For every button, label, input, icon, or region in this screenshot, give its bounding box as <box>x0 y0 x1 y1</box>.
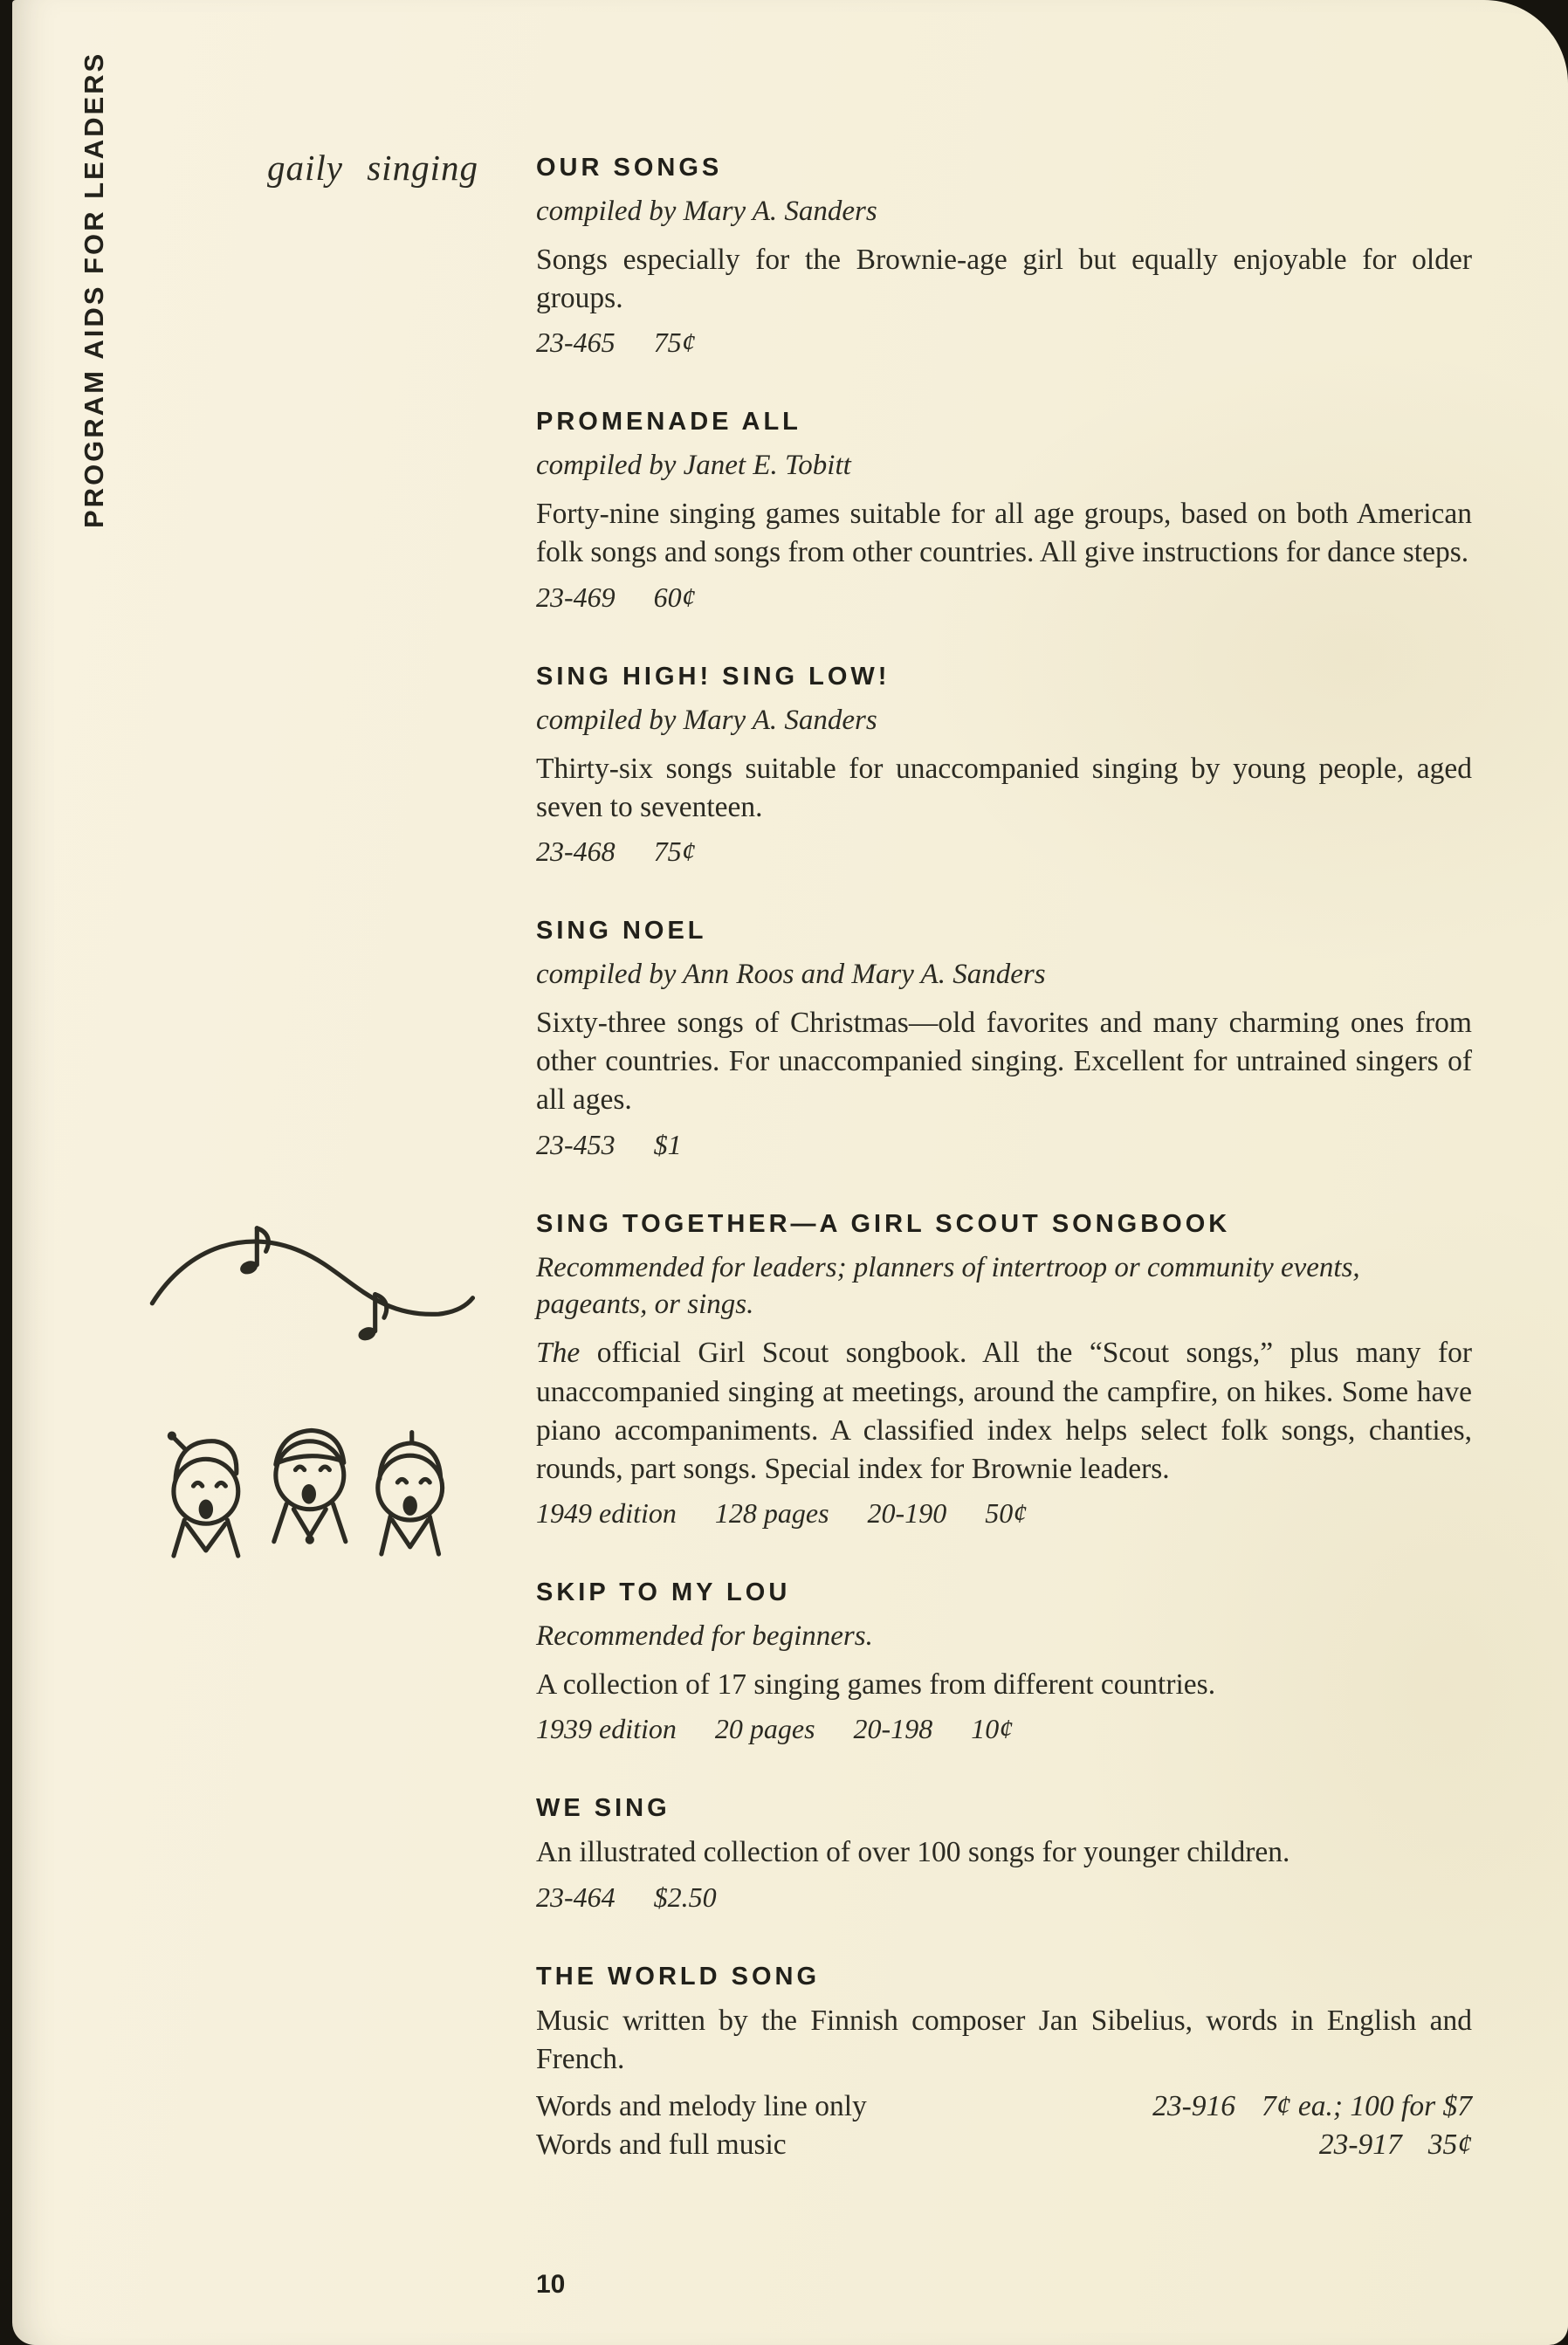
variant-label: Words and melody line only <box>536 2089 867 2122</box>
variant-price <box>1152 2087 1472 2126</box>
entry-meta <box>536 836 1472 868</box>
catalog-code: 20-190 <box>867 1497 947 1530</box>
entry-description-lead: The <box>536 1337 581 1370</box>
pages: 20 pages <box>714 1713 815 1745</box>
entry-byline: compiled by Janet E. Tobitt <box>536 450 851 482</box>
catalog-entry <box>536 1210 1472 1530</box>
entry-meta <box>536 327 1472 359</box>
catalog-entry <box>536 408 1472 613</box>
entry-byline: compiled by Ann Roos and Mary A. Sanders <box>536 958 1046 990</box>
entry-meta <box>536 1713 1472 1745</box>
entry-title: WE SING <box>536 1794 671 1823</box>
price: 75¢ <box>653 327 696 359</box>
catalog-entry <box>536 663 1472 868</box>
entry-recommendation: Recommended for beginners. <box>536 1620 873 1653</box>
catalog-entry <box>536 1578 1472 1745</box>
edition: 1939 edition <box>536 1713 677 1745</box>
entry-meta <box>536 581 1472 614</box>
entry-byline: compiled by Mary A. Sanders <box>536 704 877 736</box>
entries-column <box>536 154 1472 2213</box>
sidebar-vertical-label: PROGRAM AIDS FOR LEADERS <box>79 51 109 528</box>
entry-title: THE WORLD SONG <box>536 1962 821 1991</box>
entry-description: Sixty-three songs of Christmas—old favorites and many charming ones from other countries. For unaccompanied singing. Excellent for untrained singers of all ages. <box>536 1006 1472 1117</box>
catalog-code: 23-464 <box>536 1881 616 1913</box>
music-ribbon <box>152 1241 472 1314</box>
catalog-entry <box>536 1963 1472 2165</box>
price: 10¢ <box>971 1713 1014 1745</box>
catalog-code: 23-469 <box>536 581 616 613</box>
catalog-code: 23-453 <box>536 1128 616 1160</box>
entry-title: SING NOEL <box>536 916 707 945</box>
entry-description: An illustrated collection of over 100 songs for younger children. <box>536 1836 1290 1869</box>
section-heading: gaily singing <box>267 148 478 188</box>
catalog-code: 20-198 <box>853 1713 933 1745</box>
entry-title: SING TOGETHER—A GIRL SCOUT SONGBOOK <box>536 1209 1231 1238</box>
page-number: 10 <box>536 2270 566 2299</box>
child-right <box>378 1433 443 1554</box>
entry-description-rest: official Girl Scout songbook. All the “Scout songs,” plus many for unaccompanied singing at meetings, around the campfire, on hikes. Some have piano accompaniments. A classified index helps select folk songs, chanties, rounds, part songs. Special index for Brownie leaders. <box>536 1337 1473 1485</box>
price: $2.50 <box>653 1881 717 1913</box>
entry-variant-row <box>536 2126 1472 2164</box>
entry-title: OUR SONGS <box>536 154 723 182</box>
pages: 128 pages <box>714 1497 829 1530</box>
singing-children-illustration <box>141 1221 491 1606</box>
entry-description: Songs especially for the Brownie-age girl but equally enjoyable for older groups. <box>536 243 1472 315</box>
price: $1 <box>653 1128 682 1160</box>
catalog-entry <box>536 917 1472 1161</box>
entry-meta <box>536 1497 1472 1530</box>
catalog-code: 23-916 <box>1152 2089 1235 2122</box>
entry-title: SKIP TO MY LOU <box>536 1578 791 1607</box>
catalog-code: 23-468 <box>536 835 616 867</box>
music-note-icon <box>238 1228 268 1276</box>
price: 50¢ <box>985 1497 1028 1530</box>
catalog-entry <box>536 154 1472 359</box>
price: 75¢ <box>653 835 696 867</box>
entry-description: Forty-nine singing games suitable for all age groups, based on both American folk songs and songs from other countries. All give instructions for dance steps. <box>536 498 1472 569</box>
entry-byline: compiled by Mary A. Sanders <box>536 196 877 227</box>
price: 60¢ <box>653 581 696 613</box>
entry-meta <box>536 1129 1472 1161</box>
edition: 1949 edition <box>536 1497 677 1530</box>
price: 7¢ ea.; 100 for $7 <box>1262 2089 1472 2122</box>
entry-description: Music written by the Finnish composer Jan Sibelius, words in English and French. <box>536 2004 1472 2075</box>
entry-recommendation: Recommended for leaders; planners of intertroop or community events, pageants, or sings. <box>536 1251 1360 1321</box>
entry-variant-row <box>536 2087 1472 2126</box>
catalog-code: 23-917 <box>1318 2128 1402 2162</box>
variant-label: Words and full music <box>536 2128 787 2162</box>
entry-description <box>536 1334 1472 1489</box>
entry-meta <box>536 1881 1472 1914</box>
catalog-entry <box>536 1794 1472 1913</box>
child-middle <box>274 1430 346 1544</box>
variant-price <box>1319 2126 1472 2164</box>
catalog-page <box>12 0 1568 2345</box>
child-left <box>168 1432 238 1557</box>
catalog-code: 23-465 <box>536 327 616 359</box>
entry-description: Thirty-six songs suitable for unaccompanied singing by young people, aged seven to seventeen. <box>536 752 1472 823</box>
entry-title: PROMENADE ALL <box>536 408 801 437</box>
price: 35¢ <box>1427 2128 1472 2162</box>
entry-title: SING HIGH! SING LOW! <box>536 662 891 691</box>
entry-description: A collection of 17 singing games from different countries. <box>536 1668 1216 1702</box>
